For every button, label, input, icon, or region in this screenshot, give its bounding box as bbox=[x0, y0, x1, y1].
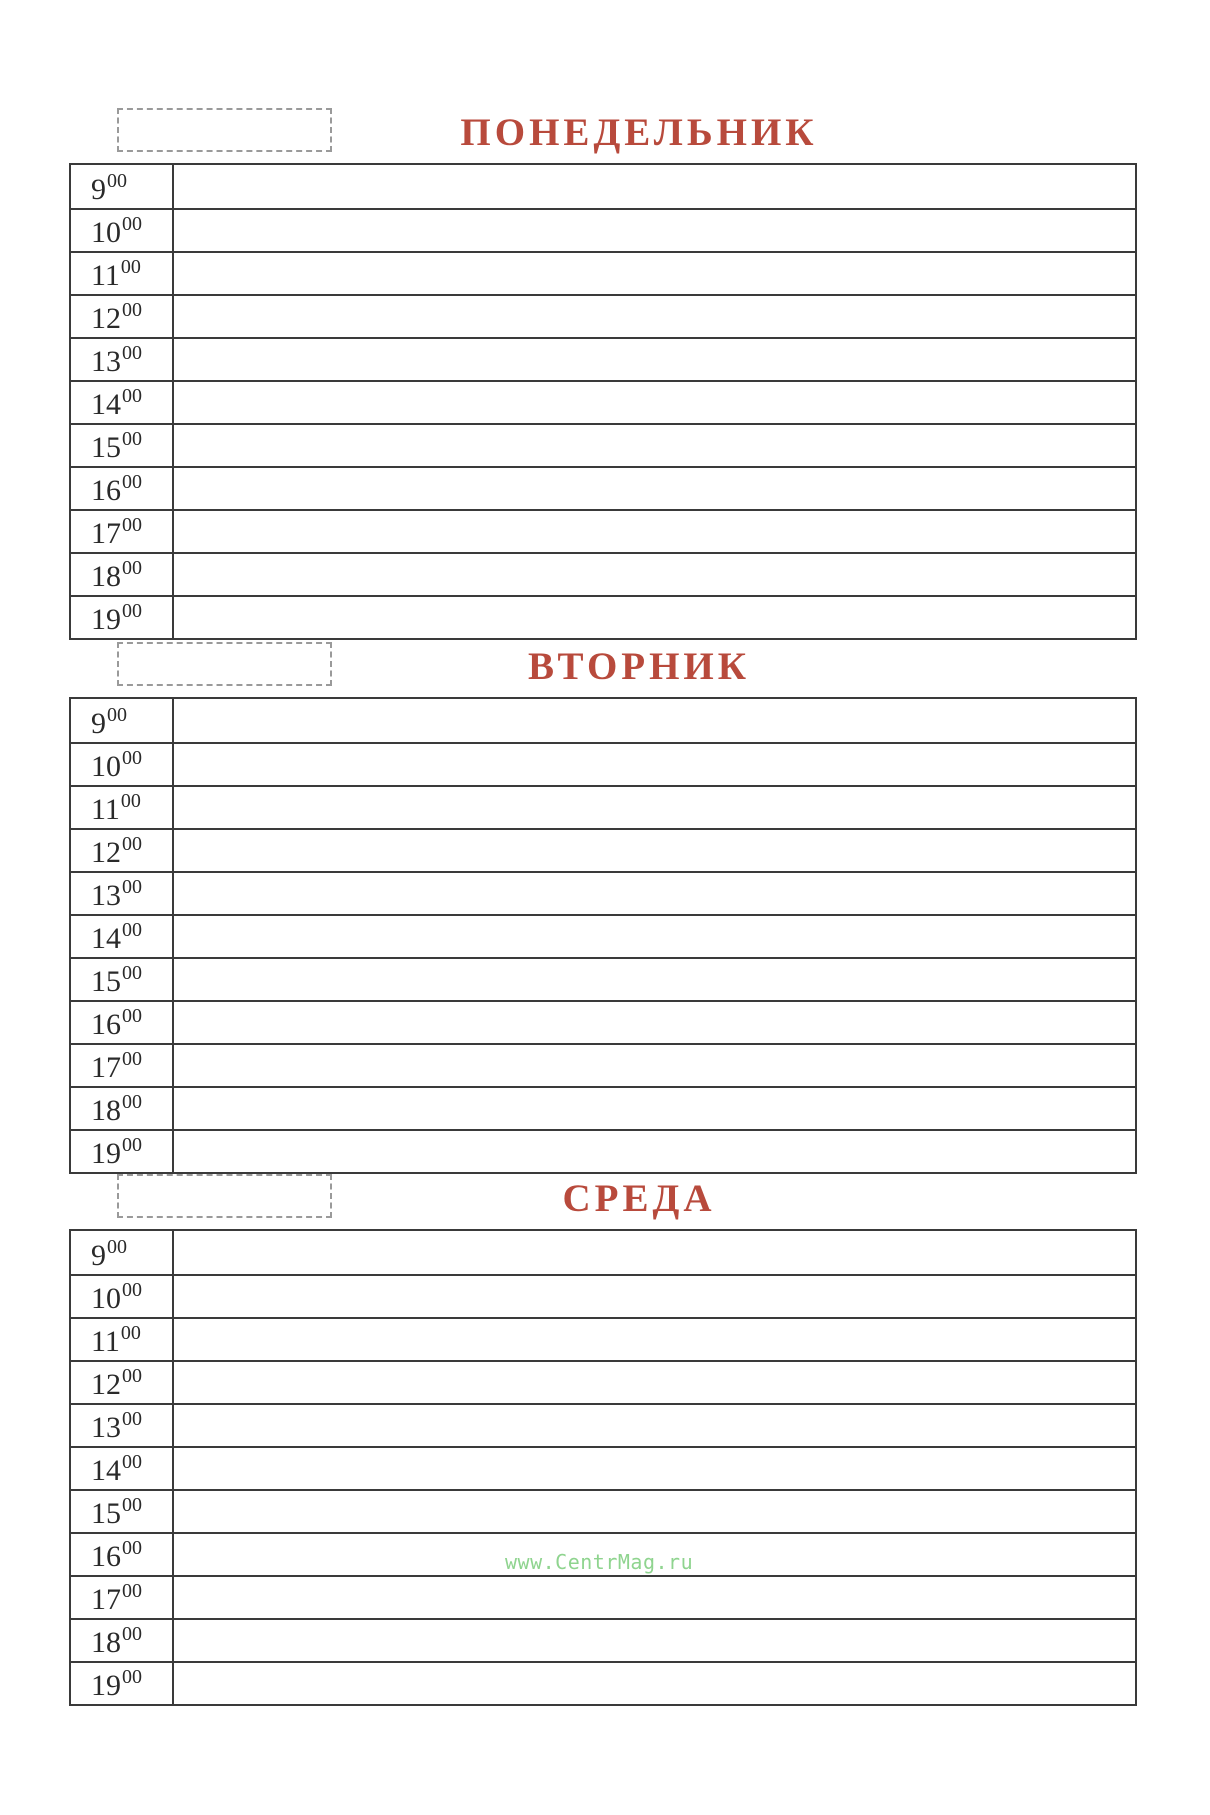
time-label bbox=[71, 210, 174, 251]
hour-number: 9 bbox=[91, 173, 106, 206]
time-label bbox=[71, 253, 174, 294]
hour-minutes: 00 bbox=[107, 170, 127, 192]
hour-number: 11 bbox=[91, 1325, 120, 1358]
hour-row bbox=[71, 1575, 1135, 1618]
note-cell[interactable] bbox=[174, 1276, 1135, 1317]
time-label bbox=[71, 1491, 174, 1532]
time-label bbox=[71, 744, 174, 785]
date-field[interactable] bbox=[117, 1174, 332, 1218]
note-cell[interactable] bbox=[174, 1491, 1135, 1532]
hour-row bbox=[71, 1403, 1135, 1446]
time-label bbox=[71, 339, 174, 380]
hour-number: 17 bbox=[91, 1583, 121, 1616]
hour-minutes: 00 bbox=[122, 213, 142, 235]
time-label bbox=[71, 1319, 174, 1360]
hour-minutes: 00 bbox=[122, 385, 142, 407]
day-header bbox=[69, 1174, 1137, 1229]
hour-row bbox=[71, 1231, 1135, 1274]
day-section bbox=[69, 108, 1137, 640]
hour-row bbox=[71, 380, 1135, 423]
hour-number: 14 bbox=[91, 1454, 121, 1487]
hour-minutes: 00 bbox=[107, 1236, 127, 1258]
note-cell[interactable] bbox=[174, 1448, 1135, 1489]
time-label bbox=[71, 699, 174, 742]
hour-minutes: 00 bbox=[122, 962, 142, 984]
hour-row bbox=[71, 1317, 1135, 1360]
hour-number: 19 bbox=[91, 603, 121, 636]
hour-row bbox=[71, 208, 1135, 251]
schedule-table bbox=[69, 163, 1137, 640]
note-cell[interactable] bbox=[174, 1405, 1135, 1446]
hour-number: 15 bbox=[91, 1497, 121, 1530]
hour-number: 13 bbox=[91, 1411, 121, 1444]
hour-number: 10 bbox=[91, 1282, 121, 1315]
time-label bbox=[71, 830, 174, 871]
hour-minutes: 00 bbox=[122, 1666, 142, 1688]
hour-row bbox=[71, 165, 1135, 208]
note-cell[interactable] bbox=[174, 339, 1135, 380]
time-label bbox=[71, 1131, 174, 1172]
time-label bbox=[71, 511, 174, 552]
hour-number: 12 bbox=[91, 1368, 121, 1401]
hour-minutes: 00 bbox=[122, 1580, 142, 1602]
hour-number: 17 bbox=[91, 517, 121, 550]
time-label bbox=[71, 165, 174, 208]
note-cell[interactable] bbox=[174, 1620, 1135, 1661]
time-label bbox=[71, 597, 174, 638]
note-cell[interactable] bbox=[174, 1362, 1135, 1403]
hour-number: 16 bbox=[91, 1008, 121, 1041]
time-label bbox=[71, 1577, 174, 1618]
time-label bbox=[71, 916, 174, 957]
hour-row bbox=[71, 294, 1135, 337]
hour-number: 14 bbox=[91, 388, 121, 421]
hour-number: 11 bbox=[91, 259, 120, 292]
hour-minutes: 00 bbox=[122, 514, 142, 536]
note-cell[interactable] bbox=[174, 744, 1135, 785]
hour-minutes: 00 bbox=[122, 1408, 142, 1430]
hour-number: 16 bbox=[91, 1540, 121, 1573]
note-cell[interactable] bbox=[174, 916, 1135, 957]
hour-minutes: 00 bbox=[122, 299, 142, 321]
day-title: ВТОРНИК bbox=[527, 645, 751, 688]
hour-row bbox=[71, 914, 1135, 957]
hour-number: 11 bbox=[91, 793, 120, 826]
hour-row bbox=[71, 699, 1135, 742]
time-label bbox=[71, 1276, 174, 1317]
note-cell[interactable] bbox=[174, 554, 1135, 595]
hour-minutes: 00 bbox=[122, 600, 142, 622]
day-header bbox=[69, 108, 1137, 163]
date-field[interactable] bbox=[117, 108, 332, 152]
time-label bbox=[71, 787, 174, 828]
hour-minutes: 00 bbox=[122, 1048, 142, 1070]
note-cell[interactable] bbox=[174, 1231, 1135, 1274]
hour-row bbox=[71, 1129, 1135, 1172]
hour-minutes: 00 bbox=[122, 1365, 142, 1387]
hour-minutes: 00 bbox=[122, 1279, 142, 1301]
time-label bbox=[71, 1088, 174, 1129]
date-field[interactable] bbox=[117, 642, 332, 686]
hour-minutes: 00 bbox=[122, 1134, 142, 1156]
hour-row bbox=[71, 1360, 1135, 1403]
hour-minutes: 00 bbox=[122, 557, 142, 579]
hour-number: 17 bbox=[91, 1051, 121, 1084]
hour-row bbox=[71, 1489, 1135, 1532]
watermark: www.CentrMag.ru bbox=[505, 1550, 694, 1574]
schedule-table bbox=[69, 1229, 1137, 1706]
time-label bbox=[71, 1002, 174, 1043]
hour-number: 18 bbox=[91, 1094, 121, 1127]
time-label bbox=[71, 1534, 174, 1575]
hour-number: 9 bbox=[91, 1239, 106, 1272]
hour-minutes: 00 bbox=[122, 471, 142, 493]
note-cell[interactable] bbox=[174, 1002, 1135, 1043]
hour-row bbox=[71, 1043, 1135, 1086]
note-cell[interactable] bbox=[174, 787, 1135, 828]
schedule-table bbox=[69, 697, 1137, 1174]
hour-number: 10 bbox=[91, 216, 121, 249]
hour-minutes: 00 bbox=[122, 876, 142, 898]
hour-row bbox=[71, 1000, 1135, 1043]
hour-row bbox=[71, 1086, 1135, 1129]
hour-minutes: 00 bbox=[122, 428, 142, 450]
hour-row bbox=[71, 785, 1135, 828]
time-label bbox=[71, 1362, 174, 1403]
hour-minutes: 00 bbox=[122, 833, 142, 855]
note-cell[interactable] bbox=[174, 511, 1135, 552]
time-label bbox=[71, 1663, 174, 1704]
time-label bbox=[71, 1448, 174, 1489]
hour-minutes: 00 bbox=[122, 1623, 142, 1645]
hour-row bbox=[71, 828, 1135, 871]
note-cell[interactable] bbox=[174, 425, 1135, 466]
note-cell[interactable] bbox=[174, 1131, 1135, 1172]
hour-number: 18 bbox=[91, 560, 121, 593]
day-section bbox=[69, 1174, 1137, 1706]
note-cell[interactable] bbox=[174, 165, 1135, 208]
hour-row bbox=[71, 509, 1135, 552]
hour-number: 9 bbox=[91, 707, 106, 740]
time-label bbox=[71, 1045, 174, 1086]
hour-number: 14 bbox=[91, 922, 121, 955]
hour-minutes: 00 bbox=[122, 1091, 142, 1113]
hour-minutes: 00 bbox=[107, 704, 127, 726]
hour-row bbox=[71, 1446, 1135, 1489]
hour-row bbox=[71, 251, 1135, 294]
time-label bbox=[71, 1620, 174, 1661]
note-cell[interactable] bbox=[174, 830, 1135, 871]
hour-number: 10 bbox=[91, 750, 121, 783]
note-cell[interactable] bbox=[174, 699, 1135, 742]
time-label bbox=[71, 296, 174, 337]
hour-number: 12 bbox=[91, 836, 121, 869]
hour-row bbox=[71, 423, 1135, 466]
note-cell[interactable] bbox=[174, 1045, 1135, 1086]
time-label bbox=[71, 554, 174, 595]
note-cell[interactable] bbox=[174, 1319, 1135, 1360]
day-title: ПОНЕДЕЛЬНИК bbox=[460, 111, 818, 154]
hour-number: 13 bbox=[91, 879, 121, 912]
hour-row bbox=[71, 337, 1135, 380]
note-cell[interactable] bbox=[174, 1577, 1135, 1618]
note-cell[interactable] bbox=[174, 296, 1135, 337]
hour-number: 16 bbox=[91, 474, 121, 507]
hour-minutes: 00 bbox=[120, 1322, 141, 1344]
hour-row bbox=[71, 1661, 1135, 1704]
hour-row bbox=[71, 552, 1135, 595]
note-cell[interactable] bbox=[174, 873, 1135, 914]
note-cell[interactable] bbox=[174, 253, 1135, 294]
time-label bbox=[71, 1231, 174, 1274]
day-header bbox=[69, 642, 1137, 697]
note-cell[interactable] bbox=[174, 210, 1135, 251]
hour-number: 19 bbox=[91, 1669, 121, 1702]
hour-minutes: 00 bbox=[120, 256, 141, 278]
hour-row bbox=[71, 871, 1135, 914]
hour-number: 15 bbox=[91, 965, 121, 998]
note-cell[interactable] bbox=[174, 959, 1135, 1000]
time-label bbox=[71, 959, 174, 1000]
hour-number: 12 bbox=[91, 302, 121, 335]
time-label bbox=[71, 468, 174, 509]
hour-minutes: 00 bbox=[122, 1537, 142, 1559]
note-cell[interactable] bbox=[174, 468, 1135, 509]
note-cell[interactable] bbox=[174, 1088, 1135, 1129]
hour-row bbox=[71, 1618, 1135, 1661]
note-cell[interactable] bbox=[174, 382, 1135, 423]
time-label bbox=[71, 873, 174, 914]
time-label bbox=[71, 382, 174, 423]
hour-minutes: 00 bbox=[122, 1494, 142, 1516]
hour-number: 13 bbox=[91, 345, 121, 378]
hour-row bbox=[71, 595, 1135, 638]
hour-minutes: 00 bbox=[122, 342, 142, 364]
hour-minutes: 00 bbox=[122, 1005, 142, 1027]
hour-minutes: 00 bbox=[122, 747, 142, 769]
hour-number: 15 bbox=[91, 431, 121, 464]
hour-minutes: 00 bbox=[122, 919, 142, 941]
note-cell[interactable] bbox=[174, 597, 1135, 638]
time-label bbox=[71, 1405, 174, 1446]
day-section bbox=[69, 642, 1137, 1174]
hour-row bbox=[71, 742, 1135, 785]
hour-number: 18 bbox=[91, 1626, 121, 1659]
hour-number: 19 bbox=[91, 1137, 121, 1170]
time-label bbox=[71, 425, 174, 466]
note-cell[interactable] bbox=[174, 1663, 1135, 1704]
hour-row bbox=[71, 1274, 1135, 1317]
hour-row bbox=[71, 466, 1135, 509]
hour-minutes: 00 bbox=[122, 1451, 142, 1473]
day-title: СРЕДА bbox=[562, 1177, 716, 1220]
hour-minutes: 00 bbox=[120, 790, 141, 812]
hour-row bbox=[71, 957, 1135, 1000]
